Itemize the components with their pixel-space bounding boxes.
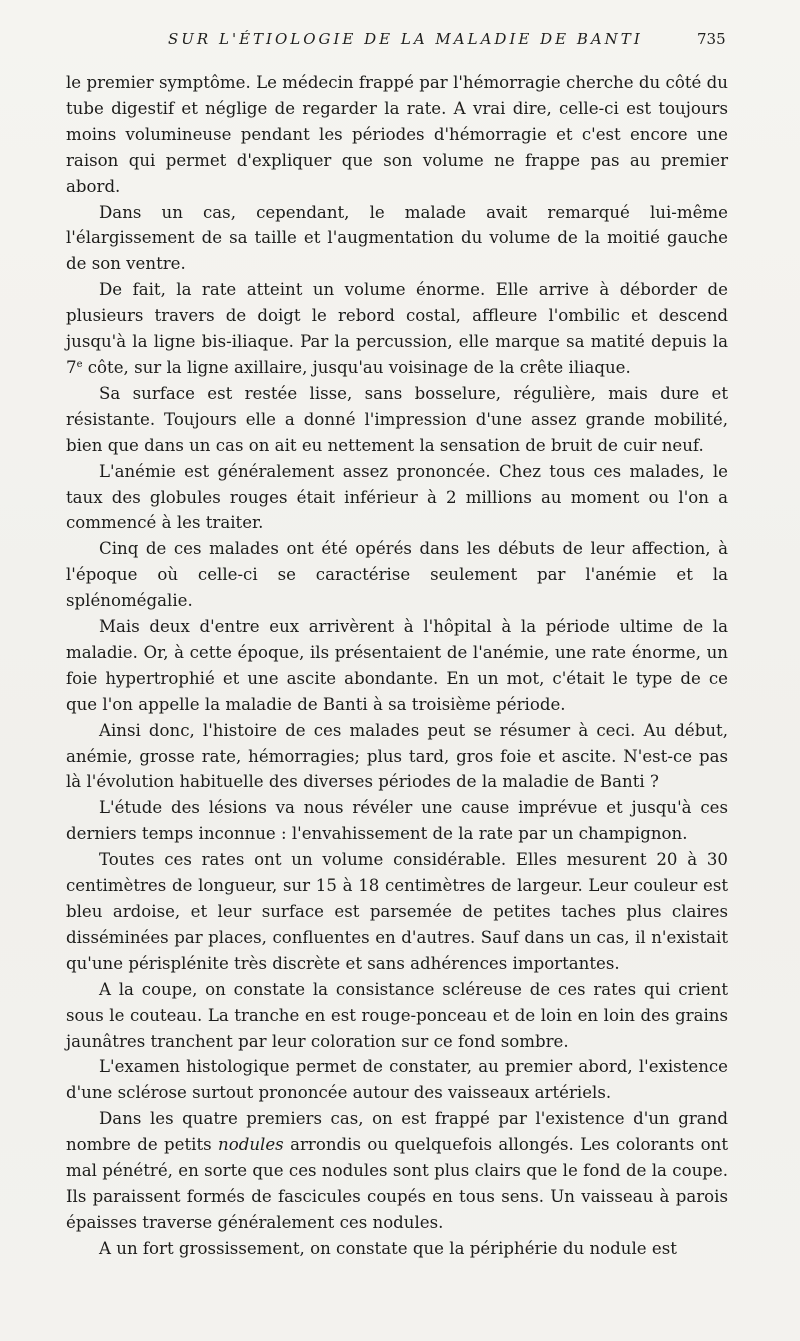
paragraph: A la coupe, on constate la consistance scléreuse de ces rates qui crient sous le couteau. La tranche en est rouge-ponceau et de loin en loin des grains jaunâtres tranchent par leur coloration sur ce fond sombre. bbox=[66, 979, 728, 1051]
running-header bbox=[0, 30, 800, 54]
paragraph: le premier symptôme. Le médecin frappé par l'hémorragie cherche du côté du tube digestif et néglige de regarder la rate. A vrai dire, celle-ci est toujours moins volumineuse pendant les périodes d'hémorragie et c'est encore une raison qui permet d'expliquer que son volume ne frappe pas au premier abord. bbox=[66, 73, 728, 196]
paragraph: Toutes ces rates ont un volume considérable. Elles mesurent 20 à 30 centimètres de longueur, sur 15 à 18 centimètres de largeur. Leur couleur est bleu ardoise, et leur surface est parsemée de petites taches plus claires disséminées par places, confluentes en d'autres. Sauf dans un cas, il n'existait qu'une périsplénite très discrète et sans adhérences importantes. bbox=[66, 850, 728, 973]
paragraph: Ainsi donc, l'histoire de ces malades peut se résumer à ceci. Au début, anémie, grosse rate, hémorragies; plus tard, gros foie et ascite. N'est-ce pas là l'évolution habituelle des diverses périodes de la maladie de Banti ? bbox=[66, 720, 728, 792]
superscript: e bbox=[76, 358, 83, 370]
italic-term: nodules bbox=[218, 1135, 284, 1155]
paragraph: Sa surface est restée lisse, sans bosselure, régulière, mais dure et résistante. Toujours elle a donné l'impression d'une assez grande mobilité, bien que dans un cas on ait eu nettement la sensation de bruit de cuir neuf. bbox=[66, 383, 728, 455]
paragraph bbox=[66, 1106, 728, 1236]
paragraph-text: Dans les quatre premiers cas, on est frappé par l'existence d'un grand nombre de petits bbox=[66, 1109, 728, 1155]
paragraph-text: De fait, la rate atteint un volume énorme. Elle arrive à déborder de plusieurs travers de doigt le rebord costal, affleure l'ombilic et descend jusqu'à la ligne bis-iliaque. Par la percussion, elle marque sa matité depuis la 7 bbox=[66, 280, 728, 377]
paragraph: Cinq de ces malades ont été opérés dans les débuts de leur affection, à l'époque où celle-ci se caractérise seulement par l'anémie et la splénomégalie. bbox=[66, 539, 728, 611]
paragraph: L'examen histologique permet de constater, au premier abord, l'existence d'une sclérose surtout prononcée autour des vaisseaux artériels. bbox=[66, 1057, 728, 1103]
page-number: 735 bbox=[697, 30, 726, 48]
paragraph: L'anémie est généralement assez prononcée. Chez tous ces malades, le taux des globules rouges était inférieur à 2 millions au moment ou l'on a commencé à les traiter. bbox=[66, 461, 728, 533]
paragraph: L'étude des lésions va nous révéler une cause imprévue et jusqu'à ces derniers temps inconnue : l'envahissement de la rate par un champignon. bbox=[66, 798, 728, 844]
body-text bbox=[66, 70, 728, 1262]
paragraph bbox=[66, 277, 728, 381]
paragraph: Mais deux d'entre eux arrivèrent à l'hôpital à la période ultime de la maladie. Or, à cette époque, ils présentaient de l'anémie, une rate énorme, un foie hypertrophié et une ascite abondante. En un mot, c'était le type de ce que l'on appelle la maladie de Banti à sa troisième période. bbox=[66, 617, 728, 714]
paragraph: A un fort grossissement, on constate que la périphérie du nodule est bbox=[99, 1238, 677, 1258]
paragraph: Dans un cas, cependant, le malade avait remarqué lui-même l'élargissement de sa taille et l'augmentation du volume de la moitié gauche de son ventre. bbox=[66, 202, 728, 274]
paragraph-text: arrondis ou quelquefois allongés. Les colorants ont mal pénétré, en sorte que ces nodules sont plus clairs que le fond de la coupe. Ils paraissent formés de fascicules coupés en tous sens. Un vaisseau à parois épaisses traverse généralement ces nodules. bbox=[66, 1135, 728, 1232]
paragraph-text: côte, sur la ligne axillaire, jusqu'au voisinage de la crête iliaque. bbox=[82, 357, 631, 377]
running-title: SUR L'ÉTIOLOGIE DE LA MALADIE DE BANTI bbox=[168, 30, 643, 48]
